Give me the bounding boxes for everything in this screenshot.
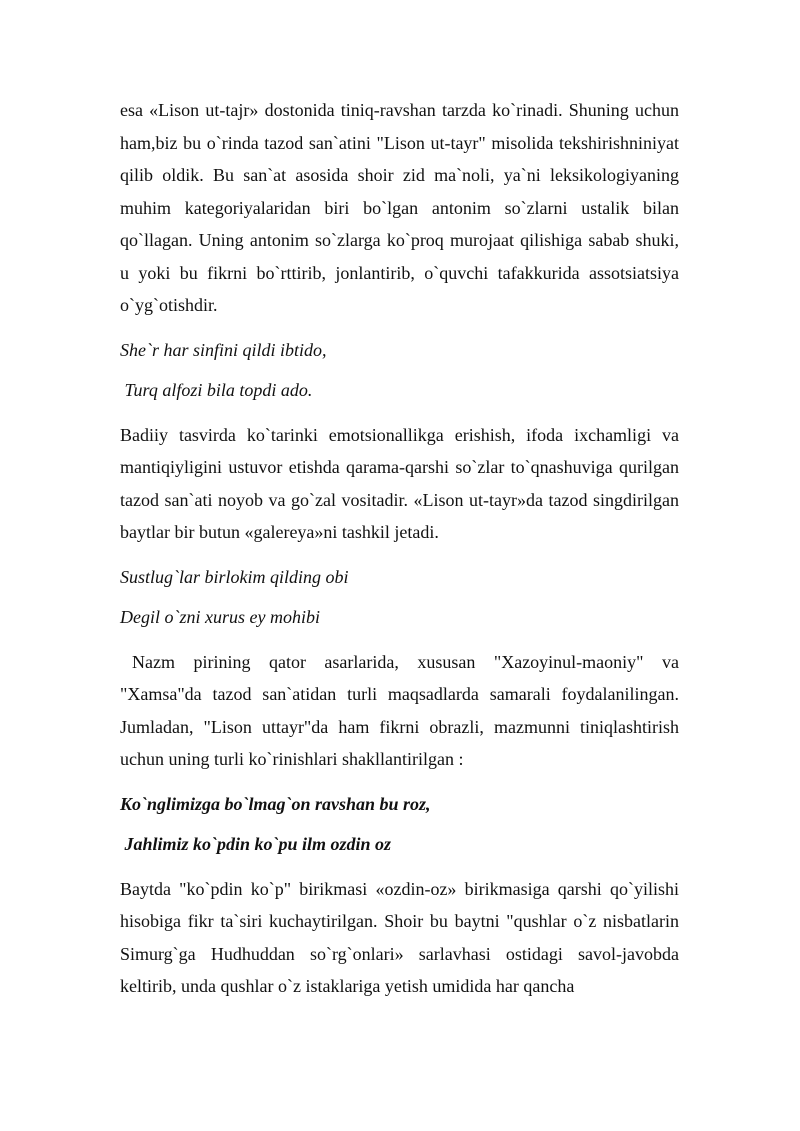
body-paragraph: Baytda "ko`pdin ko`p" birikmasi «ozdin-oz» birikmasiga qarshi qo`yilishi hisobiga fikr ta`siri kuchaytirilgan. Shoir bu baytni "qushlar o`z nisbatlarin Simurg`ga Hudhuddan so`rg`onlari» sarlavhasi ostidagi savol-javobda keltirib, unda qushlar o`z istaklariga yetish umidida har qancha (120, 878, 679, 996)
verse-line: She`r har sinfini qildi ibtido, (120, 339, 327, 360)
verse-line: Degil o`zni xurus ey mohibi (120, 607, 320, 627)
body-paragraph: esa «Lison ut-tajr» dostonida tiniq-ravshan tarzda ko`rinadi. Shuning uchun ham,biz bu o`rinda tazod san`atini "Lison ut-tayr" misolida tekshirishniniyat qilib oldik. Bu san`at asosida shoir zid ma`noli, ya`ni leksikologiyaning muhim kategoriyalaridan biri bo`lgan antonim so`zlarni ustalik bilan qo`llagan. Uning antonim so`zlarga ko`proq murojaat qilishiga sabab shuki, u yoki bu fikrni bo`rttirib, jonlantirib, o`quvchi tafakkurida assotsiatsiya o`yg`otishdir. (120, 100, 679, 315)
verse-line: Ko`nglimizga bo`lmag`on ravshan bu roz, (120, 793, 431, 814)
verse-line: Jahlimiz ko`pdin ko`pu ilm ozdin oz (120, 834, 392, 854)
body-paragraph: Nazm pirining qator asarlarida, xususan "Xazoyinul-maoniy" va "Xamsa"da tazod san`atidan turli maqsadlarda samarali foydalanilingan. Jumladan, "Lison uttayr"da ham fikrni obrazli, mazmunni tiniqlashtirish uchun uning turli ko`rinishlari shakllantirilgan : (120, 651, 679, 769)
verse-line: Sustlug`lar birlokim qilding obi (120, 566, 349, 587)
document-page (120, 94, 679, 1015)
verse-line: Turq alfozi bila topdi ado. (120, 380, 313, 400)
body-paragraph: Badiiy tasvirda ko`tarinki emotsionallikga erishish, ifoda ixchamligi va mantiqiyligini ustuvor etishda qarama-qarshi so`zlar to`qnashuviga qurilgan tazod san`ati noyob va go`zal vositadir. «Lison ut-tayr»da tazod singdirilgan baytlar bir butun «galereya»ni tashkil jetadi. (120, 424, 679, 542)
